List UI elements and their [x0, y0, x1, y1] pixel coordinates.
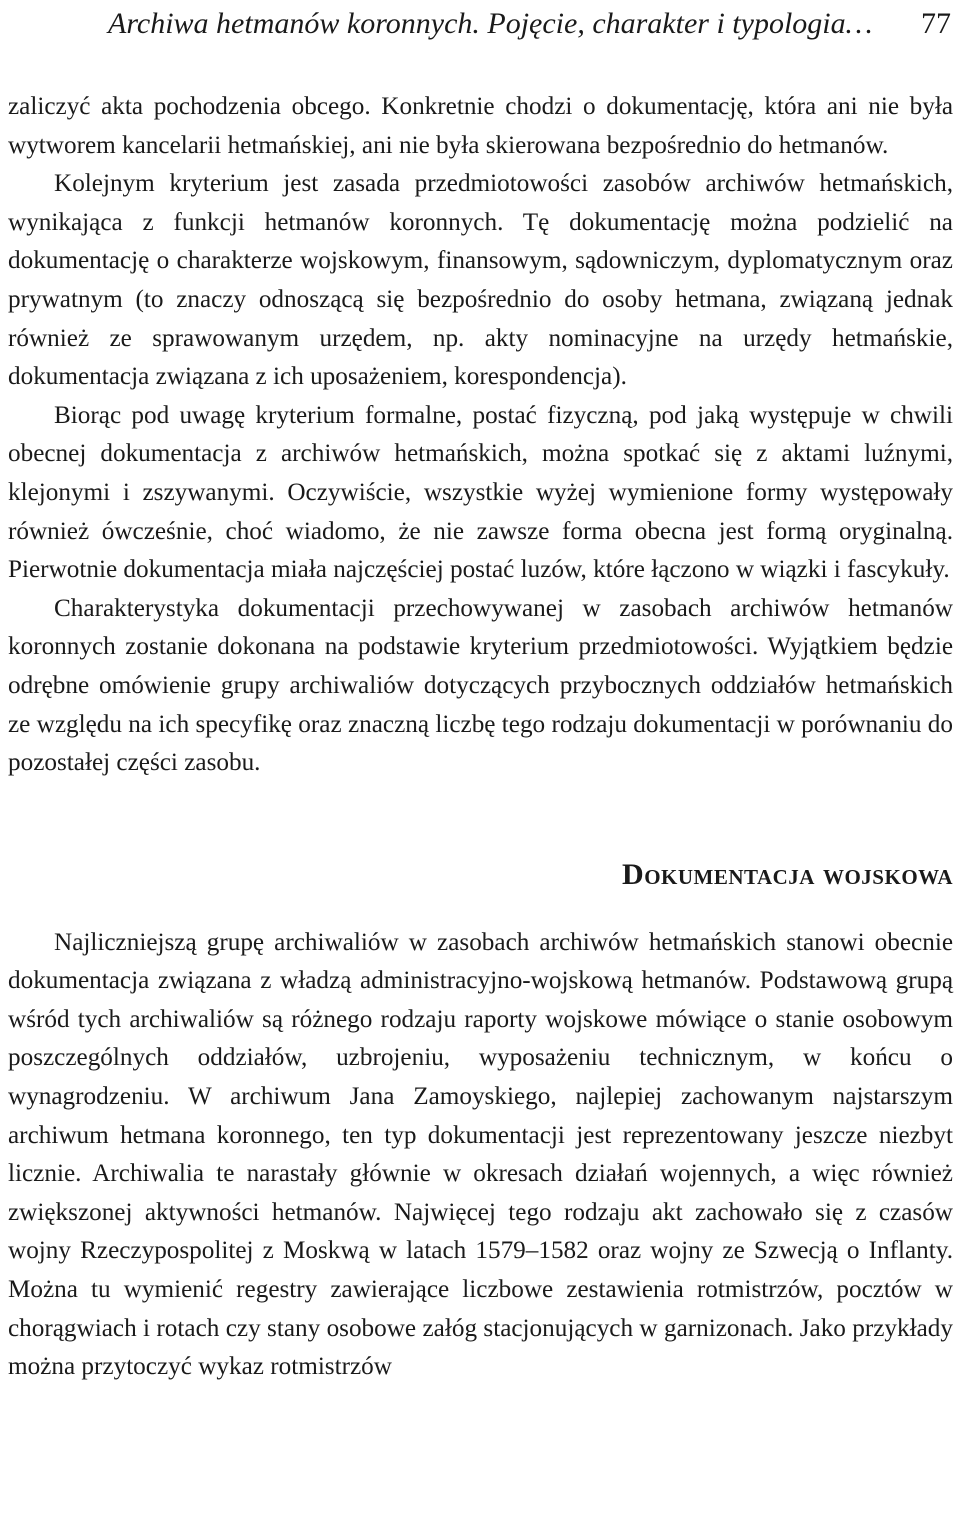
paragraph: Kolejnym kryterium jest zasada przedmiotowości zasobów archiwów hetmańskich, wynikająca z funkcji hetmanów koronnych. Tę dokumentację można podzielić na dokumentację o charakterze wojskowym, finansowym, sądowniczym, dyplomatycznym oraz prywatnym (to znaczy odnoszącą się bezpośrednio do osoby hetmana, związaną jednak również ze sprawowanym urzędem, np. akty nominacyjne na urzędy hetmańskie, dokumentacja związana z ich uposażeniem, korespondencja). [8, 170, 953, 391]
section-military-documentation [8, 856, 953, 1387]
section-title: Dokumentacja wojskowa [622, 857, 953, 891]
paragraph-continued: zaliczyć akta pochodzenia obcego. Konkretnie chodzi o dokumentację, która ani nie była wytworem kancelarii hetmańskiej, ani nie była skierowana bezpośrednio do hetmanów. [8, 93, 953, 159]
page-number: 77 [921, 7, 951, 40]
book-page [8, 0, 953, 1387]
paragraph: Najliczniejszą grupę archiwaliów w zasobach archiwów hetmańskich stanowi obecnie dokumentacja związana z władzą administracyjno-wojskową hetmanów. Podstawową grupą wśród tych archiwaliów są różnego rodzaju raporty wojskowe mówiące o stanie osobowym poszczególnych oddziałów, uzbrojeniu, wyposażeniu technicznym, w końcu o wynagrodzeniu. W archiwum Jana Zamoyskiego, najlepiej zachowanym najstarszym archiwum hetmana koronnego, ten typ dokumentacji jest reprezentowany jeszcze niezbyt licznie. Archiwalia te narastały głównie w okresach działań wojennych, a więc również zwiększonej aktywności hetmanów. Najwięcej tego rodzaju akt zachowało się z czasów wojny Rzeczypospolitej z Moskwą w latach 1579–1582 oraz wojny ze Szwecją o Inflanty. Można tu wymienić regestry zawierające liczbowe zestawienia rotmistrzów, pocztów w chorągwiach i rotach czy stany osobowe załóg stacjonujących w garnizonach. Jako przykłady można przytoczyć wykaz rotmistrzów [8, 928, 953, 1381]
paragraph: Charakterystyka dokumentacji przechowywanej w zasobach archiwów hetmanów koronnych zostanie dokonana na podstawie kryterium przedmiotowości. Wyjątkiem będzie odrębne omówienie grupy archiwaliów dotyczących przybocznych oddziałów hetmańskich ze względu na ich specyfikę oraz znaczną liczbę tego rodzaju dokumentacji w porównaniu do pozostałej części zasobu. [8, 594, 953, 777]
section-body [8, 924, 953, 1387]
running-header [8, 0, 953, 44]
body-text [8, 88, 953, 783]
running-title: Archiwa hetmanów koronnych. Pojęcie, charakter i typologia… [108, 7, 873, 40]
paragraph: Biorąc pod uwagę kryterium formalne, postać fizyczną, pod jaką występuje w chwili obecnej dokumentacja z archiwów hetmańskich, można spotkać się z aktami luźnymi, klejonymi i zszywanymi. Oczywiście, wszystkie wyżej wymienione formy występowały również ówcześnie, choć wiadomo, że nie zawsze forma obecna jest formą oryginalną. Pierwotnie dokumentacja miała najczęściej postać luzów, które łączono w wiązki i fascykuły. [8, 401, 953, 584]
